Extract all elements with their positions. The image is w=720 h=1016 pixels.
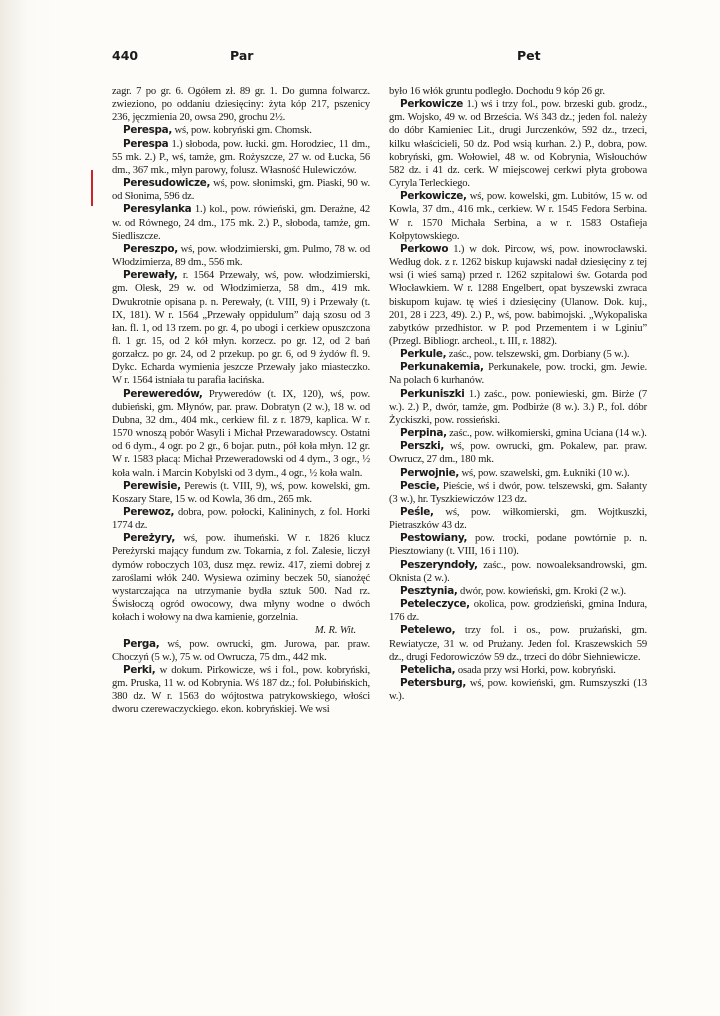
- dictionary-entry: [112, 177, 370, 203]
- dictionary-entry: [112, 269, 370, 387]
- dictionary-entry: [389, 98, 647, 190]
- dictionary-entry: [389, 85, 647, 98]
- entry-headword: Petersburg,: [400, 677, 467, 690]
- dictionary-entry: [112, 506, 370, 532]
- entry-text: wś, pow. ihumeński. W r. 1826 klucz Pereżyrski mający fundum zw. Tokarnia, z fol. Zalesie, liczył dymów roboczych 103, dusz męz. rewiz. 417, ziemi dobrej z zaroślami włók 240. Wysiewa oziminy beczek 50, sianożęć wystarczająca na utrzymanie bydła sztuk 500. Nad rz. Świsłoczą ogród owocowy, dwa młyny wodne o dwóch kołach i wołowy na dwa kamienie, gorzelnia.: [112, 533, 370, 624]
- page-header: [112, 48, 630, 66]
- page-number: 440: [112, 48, 139, 63]
- dictionary-entry: [389, 440, 647, 466]
- entry-text: pow. trocki, podane powtórnie p. n. Piesztowiany (t. VIII, 16 i 110).: [389, 533, 647, 558]
- entry-headword: Perkowicze: [400, 98, 463, 111]
- dictionary-entry: [389, 190, 647, 243]
- dictionary-entry: [112, 532, 370, 624]
- entry-text: zaśc., pow. wiłkomierski, gmina Uciana (14 w.).: [446, 428, 647, 440]
- entry-text: trzy fol. i os., pow. prużański, gm. Rewiatycze, 31 w. od Prużany. Jeden fol. Kraszewskich 59 dz., drugi Fedorowiczów 59 dz., trzeci do dóbr Siehniewicze.: [389, 625, 647, 663]
- entry-headword: Pestowiany,: [400, 532, 468, 545]
- entry-text: wś, pow. kowieński, gm. Rumszyszki (13 w.).: [389, 678, 647, 703]
- dictionary-entry: [112, 243, 370, 269]
- dictionary-entry: [389, 427, 647, 440]
- entry-text: wś, pow. szawelski, gm. Łukniki (10 w.).: [459, 467, 630, 479]
- entry-headword: Peresylanka: [123, 203, 192, 216]
- entry-text: wś, pow. wiłkomierski, gm. Wojtkuszki, Pietraszków 43 dz.: [389, 507, 647, 532]
- entry-text: zagr. 7 po gr. 6. Ogółem zł. 89 gr. 1. Do gumna folwarcz. zwieziono, po oddaniu dziesięciny: żyta kóp 217, pszenicy 236, jęczmienia 20, owsa 290, grochu 2½.: [112, 86, 370, 124]
- entry-text: 1.) kol., pow. rówieński, gm. Derażne, 42 w. od Równego, 24 dm., 175 mk. 2.) P., słoboda, tamże, gm. Siedliszcze.: [112, 204, 370, 242]
- entry-headword: Perkowicze,: [400, 190, 467, 203]
- dictionary-entry: [112, 480, 370, 506]
- dictionary-entry: [389, 677, 647, 703]
- dictionary-entry: [389, 532, 647, 558]
- running-head-right: Pet: [517, 48, 541, 63]
- entry-text: 1.) zaśc., pow. poniewieski, gm. Birże (7 w.). 2.) P., dwór, tamże, gm. Podbirże (8 w.). 3.) P., fol. dóbr Życkiszki, pow. rossieński.: [389, 388, 647, 426]
- entry-text: Pryweredów (t. IX, 120), wś, pow. dubieński, gm. Młynów, par. praw. Dobratyn (2 w.), 18 w. od Dubna, 32 dm., 404 mk., cerkiew fil. z r. 1879, kaplica. W r. 1570 wnoszą pobór Wasyli i Michał Przewaradowscy. Ostatni od 6 dym., 4 ogr. po 2 gr., 6 bojar. putn., pół koła młyn. 12 gr. W r. 1583 płacą: Michał Przeweradowski od 4 dym., 3 ogr., ½ koła waln. i Marcin Kobylski od 3 dym., 4 ogr., ½ koła waln.: [112, 388, 370, 479]
- entry-headword: Perwojnie,: [400, 466, 460, 479]
- right-column: [389, 85, 647, 703]
- entry-text: 1.) wś i trzy fol., pow. brzeski gub. grodz., gm. Wojsko, 49 w. od Brześcia. Wś 343 dz.; jeden fol. należy do dóbr Kamieniec Lit., drugi Jurczenków, 592 dz., trzeci, kilku właścicieli, 50 dz. Pod wsią kurhan. 2.) P., dobra, pow. kobryński, gm. Wołowiel, 48 w. od Kobrynia, Wisłouchów 582 dz. i 41 dz. cerk. W miejscowej cerkwi płyta grobowa Cyryla Terleckiego.: [389, 99, 647, 190]
- entry-headword: Pescie,: [400, 479, 440, 492]
- entry-headword: Petelewo,: [400, 624, 456, 637]
- entry-headword: Perkuniszki: [400, 387, 465, 400]
- entry-headword: Perga,: [123, 637, 160, 650]
- dictionary-entry: [389, 559, 647, 585]
- author-signature: M. R. Wit.: [314, 625, 356, 637]
- dictionary-entry: [389, 585, 647, 598]
- entry-headword: Pereżyry,: [123, 532, 175, 545]
- entry-text: Perkunakele, pow. trocki, gm. Jewie. Na polach 6 kurhanów.: [389, 362, 647, 387]
- entry-headword: Peteleczyce,: [400, 598, 470, 611]
- dictionary-entry: [389, 348, 647, 361]
- entry-headword: Perpina,: [400, 427, 447, 440]
- dictionary-entry: [389, 480, 647, 506]
- dictionary-entry: [112, 638, 370, 664]
- dictionary-entry: [112, 124, 370, 137]
- entry-headword: Perszki,: [400, 440, 445, 453]
- entry-headword: Perkule,: [400, 348, 447, 361]
- entry-text: w dokum. Pirkowicze, wś i fol., pow. kobryński, gm. Pruska, 11 w. od Kobrynia. Wś 187 dz.; fol. Połubińskich, 380 dz. W r. 1563 do wójtostwa patrykowskiego, włości dworu czerewaczyckiego. ekon. kobryńskiej. We wsi: [112, 664, 370, 716]
- entry-text: wś, pow. kowelski, gm. Lubitów, 15 w. od Kowla, 37 dm., 416 mk., cerkiew. W r. 1545 Fedora Serbina. W r. 1570 Michała Serbina, a w r. 1583 Ostafieja Kołpytowskiego.: [389, 191, 647, 242]
- entry-headword: Perewisie,: [123, 479, 181, 492]
- entry-headword: Peśle,: [400, 506, 434, 518]
- entry-headword: Perkowo: [400, 242, 449, 255]
- entry-text: wś, pow. owrucki, gm. Pokalew, par. praw. Owrucz, 27 dm., 180 mk.: [389, 441, 647, 466]
- entry-text: wś, pow. kobryński gm. Chomsk.: [172, 125, 312, 137]
- dictionary-entry: [112, 388, 370, 480]
- dictionary-entry: [389, 598, 647, 624]
- entry-text: było 16 włók gruntu podległo. Dochodu 9 kóp 26 gr.: [389, 86, 605, 97]
- dictionary-entry: [389, 624, 647, 663]
- entry-headword: Perkunakemia,: [400, 361, 484, 374]
- dictionary-entry: [389, 243, 647, 348]
- dictionary-entry: [389, 388, 647, 427]
- dictionary-entry: [112, 664, 370, 717]
- entry-headword: Perki,: [123, 663, 156, 676]
- dictionary-entry: [112, 138, 370, 177]
- entry-headword: Pereszpo,: [123, 242, 178, 255]
- dictionary-entry: [389, 467, 647, 480]
- entry-text: wś, pow. włodzimierski, gm. Pulmo, 78 w. od Włodzimierza, 89 dm., 556 mk.: [112, 243, 370, 269]
- entry-text: wś, pow. słonimski, gm. Piaski, 90 w. od Słonima, 596 dz.: [112, 178, 370, 203]
- entry-text: dobra, pow. połocki, Kalininych, z fol. Horki 1774 dz.: [112, 507, 370, 532]
- running-head-left: Par: [230, 48, 254, 63]
- dictionary-entry: [389, 664, 647, 677]
- entry-headword: Pereweredów,: [123, 387, 203, 400]
- entry-headword: Perespa,: [123, 124, 173, 137]
- entry-text: zaśc., pow. nowoaleksandrowski, gm. Oknista (2 w.).: [389, 559, 647, 584]
- entry-text: Perewis (t. VIII, 9), wś, pow. kowelski, gm. Koszary Stare, 15 w. od Kowla, 36 dm., 265 mk.: [112, 480, 370, 505]
- dictionary-entry: [389, 506, 647, 532]
- entry-text: r. 1564 Przewały, wś, pow. włodzimierski, gm. Olesk, 29 w. od Włodzimierza, 58 dm., 419 mk. Dwukrotnie opisana p. n. Perewały, (t. VIII, 9) i Przewały (t. IX, 181). W r. 1564 „Przewały oppidulum” dają szosu od 3 łan. fl. 1, od 13 rzem. po gr. 4, po ubogi i cerkiew opuszczona fl. 1 gr. 15, od 2 kół młyn. korzecz. po gr. 12, od 2 bań gorzałcz. po gr. 24, od 2 przekup. po gr. 6, od 9 żydów fl. 9. Dykc. Echarda wymienia jeszcze Przewały jako miasteczko. W r. 1564 istniała tu parafia łacińska.: [112, 270, 370, 387]
- dictionary-entry: [112, 85, 370, 124]
- margin-mark: [91, 170, 93, 206]
- entry-text: wś, pow. owrucki, gm. Jurowa, par. praw. Choczyń (5 w.), 75 w. od Owrucza, 75 dm., 442 mk.: [112, 638, 370, 663]
- entry-text: 1.) w dok. Pircow, wś, pow. inowrocławski. Według dok. z r. 1262 biskup kujawski nadał dziesięciny z tej wsi (i wieś samą) przed r. 1262 szpitalowi św. Gotarda pod Włocławkiem. W r. 1288 Engelbert, opat byszewski zwraca biskupom kujaw. tę wieś i dziesięciny (Ulanow. Dok. kuj., 201, 28 i 223, 49). 2.) P., wś, pow. babimojski. „Wykopaliska zabytków przedhistor. w P. pod Przementem i w Lginiu” (Przegl. Bibliogr. archeol., t. III, r. 1882).: [389, 243, 647, 347]
- dictionary-entry: [112, 203, 370, 242]
- entry-headword: Perespa: [123, 137, 169, 150]
- entry-text: 1.) słoboda, pow. łucki. gm. Horodziec, 11 dm., 55 mk. 2.) P., wś, tamże, gm. Rożyszcze, 27 w. od Łucka, 56 dm., 367 mk., młyn parowy, folusz. Własność Hulewiczów.: [112, 138, 370, 176]
- entry-headword: Petelicha,: [400, 663, 456, 676]
- entry-text: Pieście, wś i dwór, pow. telszewski, gm. Sałanty (3 w.), hr. Tyszkiewiczów 123 dz.: [389, 480, 647, 505]
- entry-text: zaśc., pow. telszewski, gm. Dorbiany (5 w.).: [446, 349, 630, 361]
- entry-headword: Pesztynia,: [400, 584, 458, 597]
- entry-headword: Perewały,: [123, 269, 178, 282]
- entry-headword: Perewoz,: [123, 506, 175, 518]
- dictionary-entry: [389, 361, 647, 387]
- entry-text: osada przy wsi Horki, pow. kobryński.: [455, 664, 616, 676]
- entry-headword: Peszeryndoły,: [400, 558, 478, 571]
- entry-text: okolica, pow. grodzieński, gmina Indura, 176 dz.: [389, 599, 647, 624]
- left-column: [112, 85, 370, 717]
- entry-text: dwór, pow. kowieński, gm. Kroki (2 w.).: [457, 585, 627, 597]
- entry-headword: Peresudowicze,: [123, 177, 211, 190]
